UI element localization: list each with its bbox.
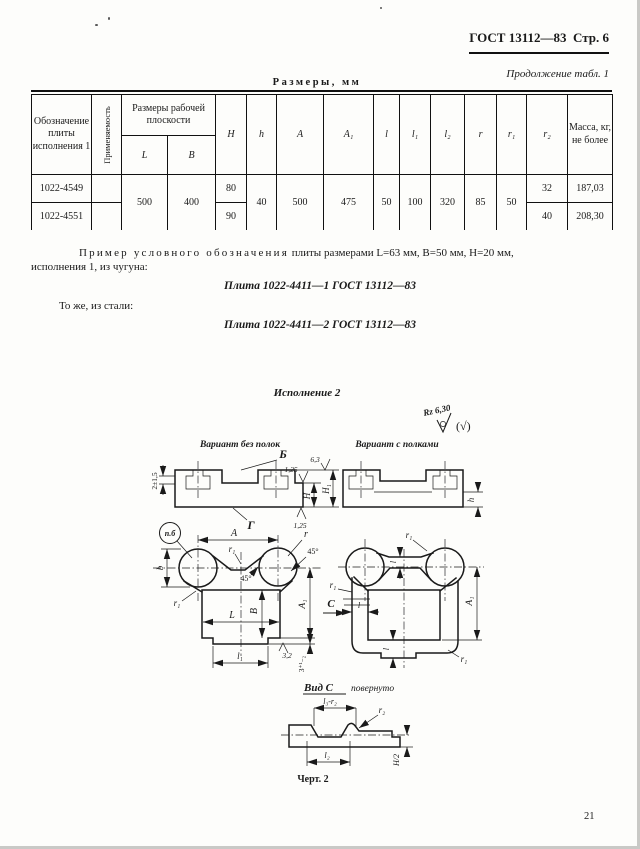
leader-line: [233, 508, 247, 520]
dim-label-A: A: [230, 528, 238, 539]
dim-label-l: l: [388, 560, 398, 564]
cell-L: 500: [122, 175, 168, 231]
ink-speck: [380, 7, 382, 9]
variant-right-title: Вариант с полками: [355, 440, 439, 450]
roughness-rz-label: Rz 6,30: [422, 402, 452, 418]
section-view-left: [150, 447, 339, 532]
cell-h: 40: [247, 175, 277, 231]
cell-applicability-2: [92, 203, 122, 231]
col-header-r2: r₂: [527, 95, 568, 175]
extension-lines: [343, 599, 370, 605]
document-header: ГОСТ 13112—83 Стр. 6: [469, 30, 609, 54]
dim-label-r1: r₁: [460, 654, 468, 664]
col-header-H: H: [216, 95, 247, 175]
drawing-title: Исполнение 2: [273, 387, 341, 399]
col-header-A: A: [277, 95, 324, 175]
designation-steel: Плита 1022-4411—2 ГОСТ 13112—83: [224, 319, 416, 331]
leader-line: [235, 554, 241, 564]
dim-label-A1: A₁: [298, 599, 308, 609]
balloon-label: п.б: [164, 529, 176, 538]
cell-A: 500: [277, 175, 324, 231]
col-header-l2: l₂: [431, 95, 465, 175]
plan-view-left: [153, 523, 322, 673]
angle-label-45: 45°: [307, 547, 319, 556]
view-label-G: Г: [247, 518, 255, 532]
table-top-rule: [31, 90, 612, 92]
view-label-B: Б: [279, 447, 287, 461]
cell-r1: 50: [497, 175, 527, 231]
col-header-l1: l₁: [400, 95, 431, 175]
figure-caption: Черт. 2: [297, 774, 329, 785]
col-header-h: h: [247, 95, 277, 175]
extension-lines: [314, 708, 356, 728]
section-view-right: [343, 461, 483, 516]
extension-lines: [269, 638, 315, 644]
cell-mass-1: 187,03: [568, 175, 613, 203]
dim-label-b: b: [155, 565, 165, 571]
angle-label-45: 45°: [240, 574, 252, 583]
cell-H-2: 90: [216, 203, 247, 231]
dim-label-r1: r₁: [405, 530, 413, 540]
view-label-C: C: [327, 598, 335, 610]
cell-l: 50: [374, 175, 400, 231]
roughness-note: [421, 402, 470, 433]
roughness-125-label: 1,25: [293, 521, 307, 530]
technical-drawing: [0, 400, 640, 800]
leader-line: [338, 589, 352, 592]
cell-l1: 100: [400, 175, 431, 231]
example-line-2: исполнения 1, из чугуна:: [31, 261, 148, 273]
cell-designation-1: 1022-4549: [32, 175, 92, 203]
roughness-125-label: 1,25: [284, 465, 298, 474]
col-header-l: l: [374, 95, 400, 175]
dim-label-r2: r₂: [378, 705, 386, 715]
dim-label-H1: H₁: [321, 484, 331, 494]
roughness-bracket-label: (√): [456, 419, 471, 433]
table-continuation-note: Продолжение табл. 1: [506, 68, 609, 80]
view-c: [281, 682, 413, 767]
cell-applicability-1: [92, 175, 122, 203]
dim-label-2tol: 2±1,5: [150, 472, 159, 490]
dim-label-3tol: 3⁺¹₋₂: [297, 655, 306, 673]
shelf-edge: [377, 553, 433, 557]
dim-label-H2: H/2: [392, 754, 401, 766]
col-header-L: L: [122, 136, 168, 175]
dim-label-r1: r₁: [173, 598, 181, 608]
cell-r: 85: [465, 175, 497, 231]
cell-l2: 320: [431, 175, 465, 231]
leader-arrow: [359, 715, 378, 728]
leader-line: [182, 591, 196, 601]
roughness-check-icon: [437, 413, 451, 432]
dim-label-l: l: [357, 600, 361, 610]
cell-B: 400: [168, 175, 216, 231]
dim-label-L: L: [229, 610, 235, 621]
shelf-edge: [379, 568, 431, 580]
roughness-32-label: 3,2: [282, 651, 292, 660]
page-number: 21: [584, 811, 595, 822]
cell-designation-2: 1022-4551: [32, 203, 92, 231]
leader-arrow: [291, 557, 306, 571]
col-header-A1: A₁: [324, 95, 374, 175]
example-paragraph: [31, 246, 613, 274]
dimensions-table: [31, 94, 613, 230]
dim-label-h: h: [466, 497, 476, 503]
example-line-1: [31, 246, 613, 260]
dim-label-r1: r₁: [228, 544, 236, 554]
roughness-check-icon: [297, 508, 306, 519]
section-left-outline: [175, 470, 303, 507]
dim-label-l2: l₂: [324, 750, 330, 760]
dim-label-l1: l₁: [237, 651, 243, 661]
steel-label: То же, из стали:: [59, 300, 134, 312]
col-header-r: r: [465, 95, 497, 175]
dim-label-B: B: [249, 607, 260, 615]
dim-label-l: l: [381, 647, 391, 651]
view-c-rotated-note: повернуто: [351, 684, 395, 694]
dim-label-r: r: [304, 529, 308, 540]
dim-label-r1: r₁: [329, 580, 337, 590]
example-intro: Пример условного обозначения: [79, 247, 289, 259]
col-header-work-dims: Размеры рабочей плоскости: [122, 95, 216, 136]
ink-speck: [95, 24, 98, 26]
table-title: Размеры, мм: [272, 77, 362, 88]
col-header-B: B: [168, 136, 216, 175]
dim-label-A1: A₁: [465, 596, 475, 606]
dim-label-H: H: [302, 492, 312, 500]
plan-view-right: [323, 530, 484, 668]
designation-cast-iron: Плита 1022-4411—1 ГОСТ 13112—83: [224, 280, 416, 292]
cell-mass-2: 208,30: [568, 203, 613, 231]
variant-left-title: Вариант без полок: [199, 440, 281, 450]
leader-line: [288, 540, 302, 556]
dim-label-l3r2: l₃-r₂: [323, 697, 337, 706]
roughness-check-icon: [321, 459, 330, 470]
cell-r2-1: 32: [527, 175, 568, 203]
cell-H-1: 80: [216, 175, 247, 203]
leader-line: [241, 460, 277, 470]
col-header-mass: Масса, кг, не более: [568, 95, 613, 175]
extension-lines: [159, 476, 175, 484]
chamfer-line: [280, 581, 292, 592]
col-header-applicability: Применяемость: [92, 95, 122, 175]
example-intro-rest: плиты размерами L=63 мм, В=50 мм, Н=20 мм,: [288, 247, 514, 259]
roughness-circle-icon: [440, 421, 445, 426]
leader-line: [413, 540, 427, 551]
view-c-title: Вид С: [304, 682, 333, 694]
cell-A1: 475: [324, 175, 374, 231]
roughness-check-icon: [299, 471, 308, 482]
col-header-designation: Обозначение плиты исполнения 1: [32, 95, 92, 175]
col-header-r1: r₁: [497, 95, 527, 175]
cell-r2-2: 40: [527, 203, 568, 231]
roughness-63-label: 6,3: [310, 455, 320, 464]
ink-speck: [108, 17, 110, 20]
